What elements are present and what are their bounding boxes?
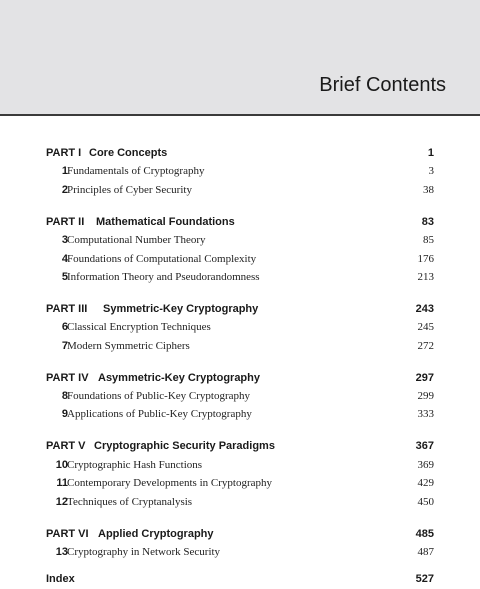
part-heading-6[interactable] — [46, 528, 434, 544]
chapter-number: 10 — [55, 459, 68, 471]
chapter-title: Contemporary Developments in Cryptography — [67, 477, 272, 489]
chapter-page-number: 299 — [417, 390, 434, 402]
chapter-row-12[interactable] — [46, 496, 434, 512]
chapter-page-number: 272 — [417, 340, 434, 352]
index-row[interactable] — [46, 573, 434, 589]
chapter-title: Modern Symmetric Ciphers — [67, 340, 190, 352]
chapter-title: Foundations of Computational Complexity — [67, 253, 257, 265]
chapter-row-3[interactable] — [46, 234, 434, 250]
part-page-number: 297 — [415, 372, 434, 384]
chapter-page-number: 85 — [423, 234, 434, 246]
chapter-title: Foundations of Public-Key Cryptography — [67, 390, 251, 402]
part-title: Cryptographic Security Paradigms — [94, 440, 275, 452]
chapter-title: Applications of Public-Key Cryptography — [67, 408, 252, 420]
part-title: Asymmetric-Key Cryptography — [98, 372, 260, 384]
chapter-page-number: 3 — [428, 165, 434, 177]
chapter-title: Principles of Cyber Security — [67, 184, 192, 196]
part-label: PART I — [46, 147, 82, 159]
chapter-title: Fundamentals of Cryptography — [67, 165, 205, 177]
chapter-title: Techniques of Cryptanalysis — [67, 496, 193, 508]
chapter-number: 9 — [61, 408, 68, 420]
part-label: PART V — [46, 440, 86, 452]
chapter-number: 7 — [61, 340, 68, 352]
part-label: PART III — [46, 303, 88, 315]
chapter-page-number: 369 — [417, 459, 434, 471]
index-page-number: 527 — [415, 573, 434, 585]
chapter-row-5[interactable] — [46, 271, 434, 287]
part-title: Mathematical Foundations — [96, 216, 235, 228]
page-title: Brief Contents — [319, 74, 446, 96]
chapter-title: Classical Encryption Techniques — [67, 321, 211, 333]
chapter-row-13[interactable] — [46, 546, 434, 562]
chapter-number: 4 — [61, 253, 68, 265]
part-page-number: 367 — [415, 440, 434, 452]
chapter-title: Information Theory and Pseudorandomness — [67, 271, 260, 283]
chapter-page-number: 176 — [417, 253, 434, 265]
chapter-page-number: 450 — [417, 496, 434, 508]
chapter-number: 8 — [61, 390, 68, 402]
chapter-page-number: 487 — [417, 546, 434, 558]
part-page-number: 243 — [415, 303, 434, 315]
chapter-number: 12 — [55, 496, 68, 508]
chapter-number: 13 — [55, 546, 68, 558]
chapter-row-6[interactable] — [46, 321, 434, 337]
chapter-number: 11 — [56, 477, 68, 489]
chapter-row-4[interactable] — [46, 253, 434, 269]
chapter-row-11[interactable] — [46, 477, 434, 493]
chapter-title: Cryptography in Network Security — [67, 546, 221, 558]
chapter-number: 6 — [61, 321, 68, 333]
chapter-row-7[interactable] — [46, 340, 434, 356]
part-heading-3[interactable] — [46, 303, 434, 319]
chapter-page-number: 38 — [423, 184, 434, 196]
index-label: Index — [46, 573, 75, 585]
chapter-row-1[interactable] — [46, 165, 434, 181]
part-label: PART IV — [46, 372, 89, 384]
part-page-number: 83 — [421, 216, 434, 228]
part-page-number: 1 — [427, 147, 434, 159]
part-heading-5[interactable] — [46, 440, 434, 456]
part-page-number: 485 — [415, 528, 434, 540]
header-divider — [0, 114, 480, 116]
part-label: PART VI — [46, 528, 89, 540]
part-heading-4[interactable] — [46, 372, 434, 388]
part-heading-1[interactable] — [46, 147, 434, 163]
chapter-row-10[interactable] — [46, 459, 434, 475]
part-title: Applied Cryptography — [98, 528, 214, 540]
chapter-number: 2 — [61, 184, 68, 196]
part-title: Core Concepts — [89, 147, 168, 159]
chapter-title: Computational Number Theory — [67, 234, 206, 246]
chapter-number: 1 — [61, 165, 68, 177]
chapter-number: 3 — [61, 234, 68, 246]
chapter-page-number: 333 — [417, 408, 434, 420]
part-heading-2[interactable] — [46, 216, 434, 232]
chapter-page-number: 213 — [417, 271, 434, 283]
chapter-title: Cryptographic Hash Functions — [67, 459, 203, 471]
chapter-number: 5 — [61, 271, 68, 283]
chapter-row-2[interactable] — [46, 184, 434, 200]
chapter-row-9[interactable] — [46, 408, 434, 424]
part-label: PART II — [46, 216, 85, 228]
chapter-page-number: 429 — [417, 477, 434, 489]
chapter-page-number: 245 — [417, 321, 434, 333]
part-title: Symmetric-Key Cryptography — [103, 303, 259, 315]
chapter-row-8[interactable] — [46, 390, 434, 406]
